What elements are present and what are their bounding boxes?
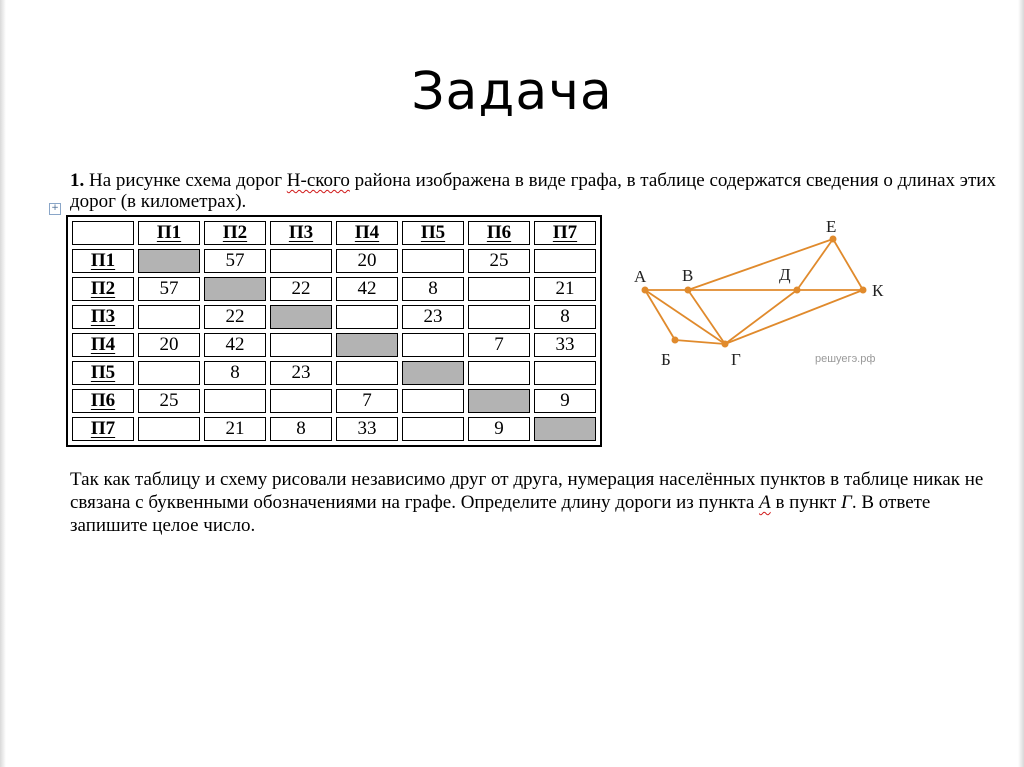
- table-corner-cell: [72, 221, 134, 245]
- table-move-handle-icon[interactable]: +: [49, 203, 61, 215]
- vertex-k: [860, 287, 867, 294]
- table-cell: [270, 333, 332, 357]
- table-cell: [402, 389, 464, 413]
- vertex-label-k: К: [872, 281, 884, 300]
- row-header: П3: [72, 305, 134, 329]
- table-cell: [138, 361, 200, 385]
- table-row: [72, 333, 596, 357]
- table-row: [72, 249, 596, 273]
- conclusion-part3: . В ответе запишите целое число.: [70, 492, 931, 536]
- conclusion-point-a: А: [759, 492, 771, 513]
- task-intro-part1: На рисунке схема дорог: [84, 170, 287, 191]
- table-cell: 25: [468, 249, 530, 273]
- edge-a-bb: [645, 290, 675, 340]
- table-row: [72, 305, 596, 329]
- table-cell: 23: [402, 305, 464, 329]
- edge-b-g: [688, 290, 725, 344]
- table-cell-diagonal: [270, 305, 332, 329]
- table-cell-diagonal: [336, 333, 398, 357]
- conclusion-point-g: Г: [841, 492, 852, 513]
- table-cell: 21: [534, 277, 596, 301]
- table-cell: 42: [204, 333, 266, 357]
- table-cell: [270, 249, 332, 273]
- table-cell: [468, 277, 530, 301]
- row-header: П2: [72, 277, 134, 301]
- edge-g-k: [725, 290, 863, 344]
- table-cell: 20: [138, 333, 200, 357]
- table-cell: 8: [204, 361, 266, 385]
- table-row: [72, 361, 596, 385]
- task-intro-part2: района изображена в виде графа, в таблице содержатся сведения о длинах этих дорог (в километрах).: [70, 170, 996, 212]
- table-cell-diagonal: [534, 417, 596, 441]
- vertex-a: [642, 287, 649, 294]
- task-number: 1.: [70, 170, 85, 191]
- table-cell: [204, 389, 266, 413]
- vertex-e: [830, 236, 837, 243]
- vertex-label-bb: Б: [661, 350, 671, 369]
- table-cell: 23: [270, 361, 332, 385]
- edge-b-e: [688, 239, 833, 290]
- table-cell: 57: [138, 277, 200, 301]
- vertex-g: [722, 341, 729, 348]
- row-header: П6: [72, 389, 134, 413]
- table-cell: [270, 389, 332, 413]
- table-cell: 21: [204, 417, 266, 441]
- column-header: П4: [336, 221, 398, 245]
- table-cell: [534, 361, 596, 385]
- table-cell: [468, 361, 530, 385]
- table-cell: [402, 333, 464, 357]
- table-cell: 8: [270, 417, 332, 441]
- column-header: П6: [468, 221, 530, 245]
- edge-e-k: [833, 239, 863, 290]
- table-cell: 8: [534, 305, 596, 329]
- table-cell: 25: [138, 389, 200, 413]
- table-cell: 7: [336, 389, 398, 413]
- edge-bb-g: [675, 340, 725, 344]
- table-cell: [534, 249, 596, 273]
- table-cell: [402, 417, 464, 441]
- table-cell: 20: [336, 249, 398, 273]
- column-header: П2: [204, 221, 266, 245]
- vertex-d: [794, 287, 801, 294]
- table-cell: 42: [336, 277, 398, 301]
- vertex-label-e: Е: [826, 217, 837, 236]
- graph-vertices: [642, 236, 867, 348]
- table-row: [72, 277, 596, 301]
- vertex-label-g: Г: [731, 350, 741, 369]
- edge-e-d: [797, 239, 833, 290]
- table-cell: 9: [468, 417, 530, 441]
- column-header: П1: [138, 221, 200, 245]
- table-row: [72, 389, 596, 413]
- task-intro-wavy: Н-ского: [286, 170, 350, 191]
- graph-edges: [645, 239, 863, 344]
- table-cell: 33: [534, 333, 596, 357]
- table-cell: [336, 361, 398, 385]
- conclusion-part2: в пункт: [770, 492, 842, 513]
- edge-d-g: [725, 290, 797, 344]
- table-row: [72, 417, 596, 441]
- conclusion-part1: Так как таблицу и схему рисовали независимо друг от друга, нумерация населённых пунктов в таблице никак не связана с буквенными обозначениями на графе. Определите длину дороги из пункта: [70, 469, 984, 513]
- column-header: П7: [534, 221, 596, 245]
- table-cell-diagonal: [402, 361, 464, 385]
- table-cell: 57: [204, 249, 266, 273]
- table-cell: [336, 305, 398, 329]
- table-cell-diagonal: [204, 277, 266, 301]
- table-cell-diagonal: [138, 249, 200, 273]
- vertex-label-b: В: [682, 266, 694, 285]
- watermark-text: решуегэ.рф: [815, 353, 876, 365]
- table-cell: 33: [336, 417, 398, 441]
- column-header: П5: [402, 221, 464, 245]
- row-header: П5: [72, 361, 134, 385]
- vertex-label-d: Д: [779, 265, 791, 284]
- task-conclusion: [70, 468, 1000, 537]
- table-cell-diagonal: [468, 389, 530, 413]
- vertex-label-a: А: [634, 267, 647, 286]
- table-cell: 9: [534, 389, 596, 413]
- edge-a-g: [645, 290, 725, 344]
- table-cell: 22: [204, 305, 266, 329]
- slide-title: Задача: [411, 62, 613, 122]
- table-cell: [138, 305, 200, 329]
- table-cell: 22: [270, 277, 332, 301]
- table-cell: [468, 305, 530, 329]
- table-cell: [138, 417, 200, 441]
- row-header: П7: [72, 417, 134, 441]
- row-header: П4: [72, 333, 134, 357]
- column-header: П3: [270, 221, 332, 245]
- table-header-row: [72, 221, 596, 245]
- distance-table: [66, 215, 602, 447]
- row-header: П1: [72, 249, 134, 273]
- table-cell: 7: [468, 333, 530, 357]
- table-cell: [402, 249, 464, 273]
- vertex-bb: [672, 337, 679, 344]
- road-graph: [625, 212, 905, 382]
- task-statement: [70, 170, 1000, 212]
- table-cell: 8: [402, 277, 464, 301]
- vertex-b: [685, 287, 692, 294]
